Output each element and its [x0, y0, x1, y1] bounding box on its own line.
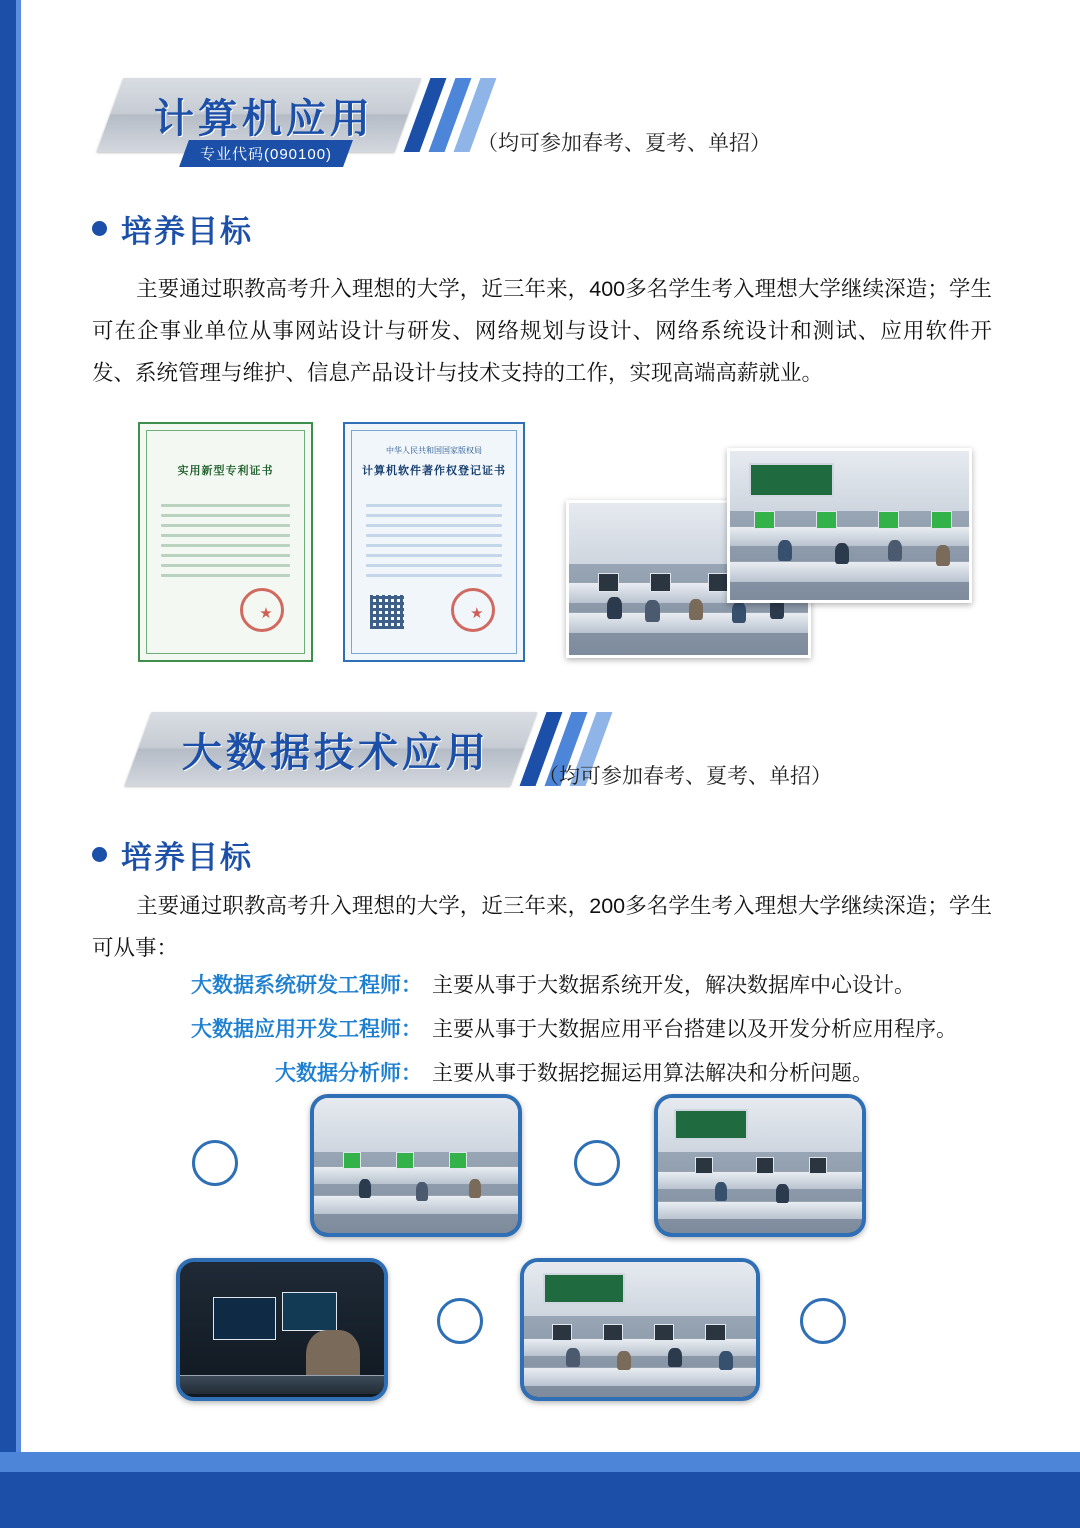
monitor-shape: [878, 511, 899, 529]
monitor-shape: [654, 1324, 675, 1341]
desk-row: [730, 561, 969, 581]
monitor-shape: [754, 511, 775, 529]
job-role-list: [160, 966, 980, 1098]
job-title: 大数据应用开发工程师：: [191, 1018, 422, 1041]
bigdata-lab-photo-2: [654, 1094, 866, 1237]
left-edge-bar: [0, 0, 16, 1528]
job-title: 大数据系统研发工程师：: [191, 974, 422, 997]
certificate-body-lines: [366, 504, 501, 584]
student-figure: [469, 1179, 481, 1198]
banner-title: 大数据技术应用: [182, 730, 490, 775]
job-description: 主要从事于数据挖掘运用算法解决和分析问题。: [432, 1062, 873, 1085]
student-figure: [416, 1182, 428, 1201]
monitor-shape: [598, 573, 619, 592]
monitor-shape: [449, 1152, 467, 1169]
student-figure: [617, 1351, 631, 1370]
student-figure: [888, 540, 902, 561]
banner-body: [125, 712, 538, 786]
photo-content: [658, 1098, 862, 1233]
laptop-screen-shape: [213, 1297, 276, 1340]
paragraph-text: 主要通过职教高考升入理想的大学，近三年来，200多名学生考入理想大学继续深造；学生可从事：: [92, 894, 992, 960]
qr-code-icon: [370, 595, 404, 629]
list-item: [160, 966, 980, 1006]
bottom-footer-bar: [0, 1472, 1080, 1528]
monitor-shape: [396, 1152, 414, 1169]
classroom-wall: [314, 1098, 518, 1152]
paragraph-bigdata: [92, 885, 992, 969]
monitor-shape: [650, 573, 671, 592]
major-code-badge: [179, 140, 353, 167]
student-figure: [778, 540, 792, 561]
desk-row: [658, 1201, 862, 1220]
student-figure: [732, 602, 746, 623]
sub-heading-text: 培养目标: [121, 214, 253, 249]
whiteboard-shape: [543, 1273, 626, 1304]
seal-star-icon: ★: [470, 604, 484, 622]
bigdata-lab-photo-3: [176, 1258, 388, 1401]
section-banner-computer-application: [110, 78, 483, 163]
list-item: [160, 1054, 980, 1094]
banner-note-bigdata: （均可参加春考、夏考、单招）: [538, 765, 832, 788]
monitor-shape: [343, 1152, 361, 1169]
sub-heading-training-objective-1: [92, 206, 253, 251]
paragraph-text: 主要通过职教高考升入理想的大学，近三年来，400多名学生考入理想大学继续深造；学生可在企事业单位从事网站设计与研发、网络规划与设计、网络系统设计和测试、应用软件开发、系统管理与维护、信息产品设计与技术支持的工作，实现高端高薪就业。: [92, 277, 992, 385]
monitor-shape: [756, 1157, 774, 1174]
student-figure: [715, 1182, 727, 1201]
student-figure: [645, 600, 659, 621]
student-figure: [776, 1184, 788, 1203]
certificate-subtitle: 中华人民共和国国家版权局: [386, 446, 482, 456]
banner-shape: [138, 712, 524, 786]
computer-lab-photo-2: [727, 448, 972, 603]
utility-model-patent-certificate: [138, 422, 313, 662]
photo-content: [314, 1098, 518, 1233]
desk-row: [524, 1367, 756, 1386]
sub-heading-text: 培养目标: [121, 840, 253, 875]
student-figure: [689, 599, 703, 620]
banner-note-computer-application: （均可参加春考、夏考、单招）: [477, 132, 771, 155]
photo-content: [524, 1262, 756, 1397]
major-code-text: 专业代码(090100): [200, 146, 333, 163]
decorative-ring: [800, 1298, 846, 1344]
banner-title: 计算机应用: [154, 96, 374, 141]
certificate-body-lines: [161, 504, 291, 584]
section-banner-bigdata: [138, 712, 599, 786]
monitor-shape: [705, 1324, 726, 1341]
certificate-title: 实用新型专利证书: [177, 464, 274, 477]
job-description: 主要从事于大数据应用平台搭建以及开发分析应用程序。: [432, 1018, 957, 1041]
bottom-accent-bar: [0, 1452, 1080, 1472]
student-figure: [668, 1348, 682, 1367]
monitor-shape: [809, 1157, 827, 1174]
certificate-title: 计算机软件著作权登记证书: [362, 464, 506, 477]
monitor-shape: [708, 573, 729, 592]
seal-star-icon: ★: [259, 604, 273, 622]
bigdata-lab-photo-1: [310, 1094, 522, 1237]
bullet-icon: [92, 221, 107, 236]
banner-shape: [110, 78, 408, 163]
student-figure: [835, 543, 849, 564]
software-copyright-registration-certificate: [343, 422, 525, 662]
whiteboard-shape: [674, 1109, 747, 1140]
monitor-shape: [695, 1157, 713, 1174]
student-figure: [607, 597, 621, 618]
desk-row: [180, 1375, 384, 1394]
list-item: [160, 1010, 980, 1050]
bullet-icon: [92, 847, 107, 862]
student-figure: [359, 1179, 371, 1198]
student-figure: [566, 1348, 580, 1367]
monitor-shape: [816, 511, 837, 529]
sub-heading-training-objective-2: [92, 832, 253, 877]
job-description: 主要从事于大数据系统开发，解决数据库中心设计。: [432, 974, 915, 997]
left-edge-accent-bar: [16, 0, 21, 1528]
decorative-ring: [192, 1140, 238, 1186]
job-title: 大数据分析师：: [275, 1062, 422, 1085]
monitor-shape: [282, 1292, 337, 1332]
photo-content: [730, 451, 969, 600]
decorative-ring: [437, 1298, 483, 1344]
monitor-shape: [552, 1324, 573, 1341]
photo-content: [180, 1262, 384, 1397]
bigdata-lab-photo-4: [520, 1258, 760, 1401]
paragraph-computer-application: [92, 268, 992, 394]
decorative-ring: [574, 1140, 620, 1186]
monitor-shape: [931, 511, 952, 529]
monitor-shape: [603, 1324, 624, 1341]
whiteboard-shape: [749, 463, 834, 497]
student-figure: [719, 1351, 733, 1370]
student-figure: [936, 545, 950, 566]
